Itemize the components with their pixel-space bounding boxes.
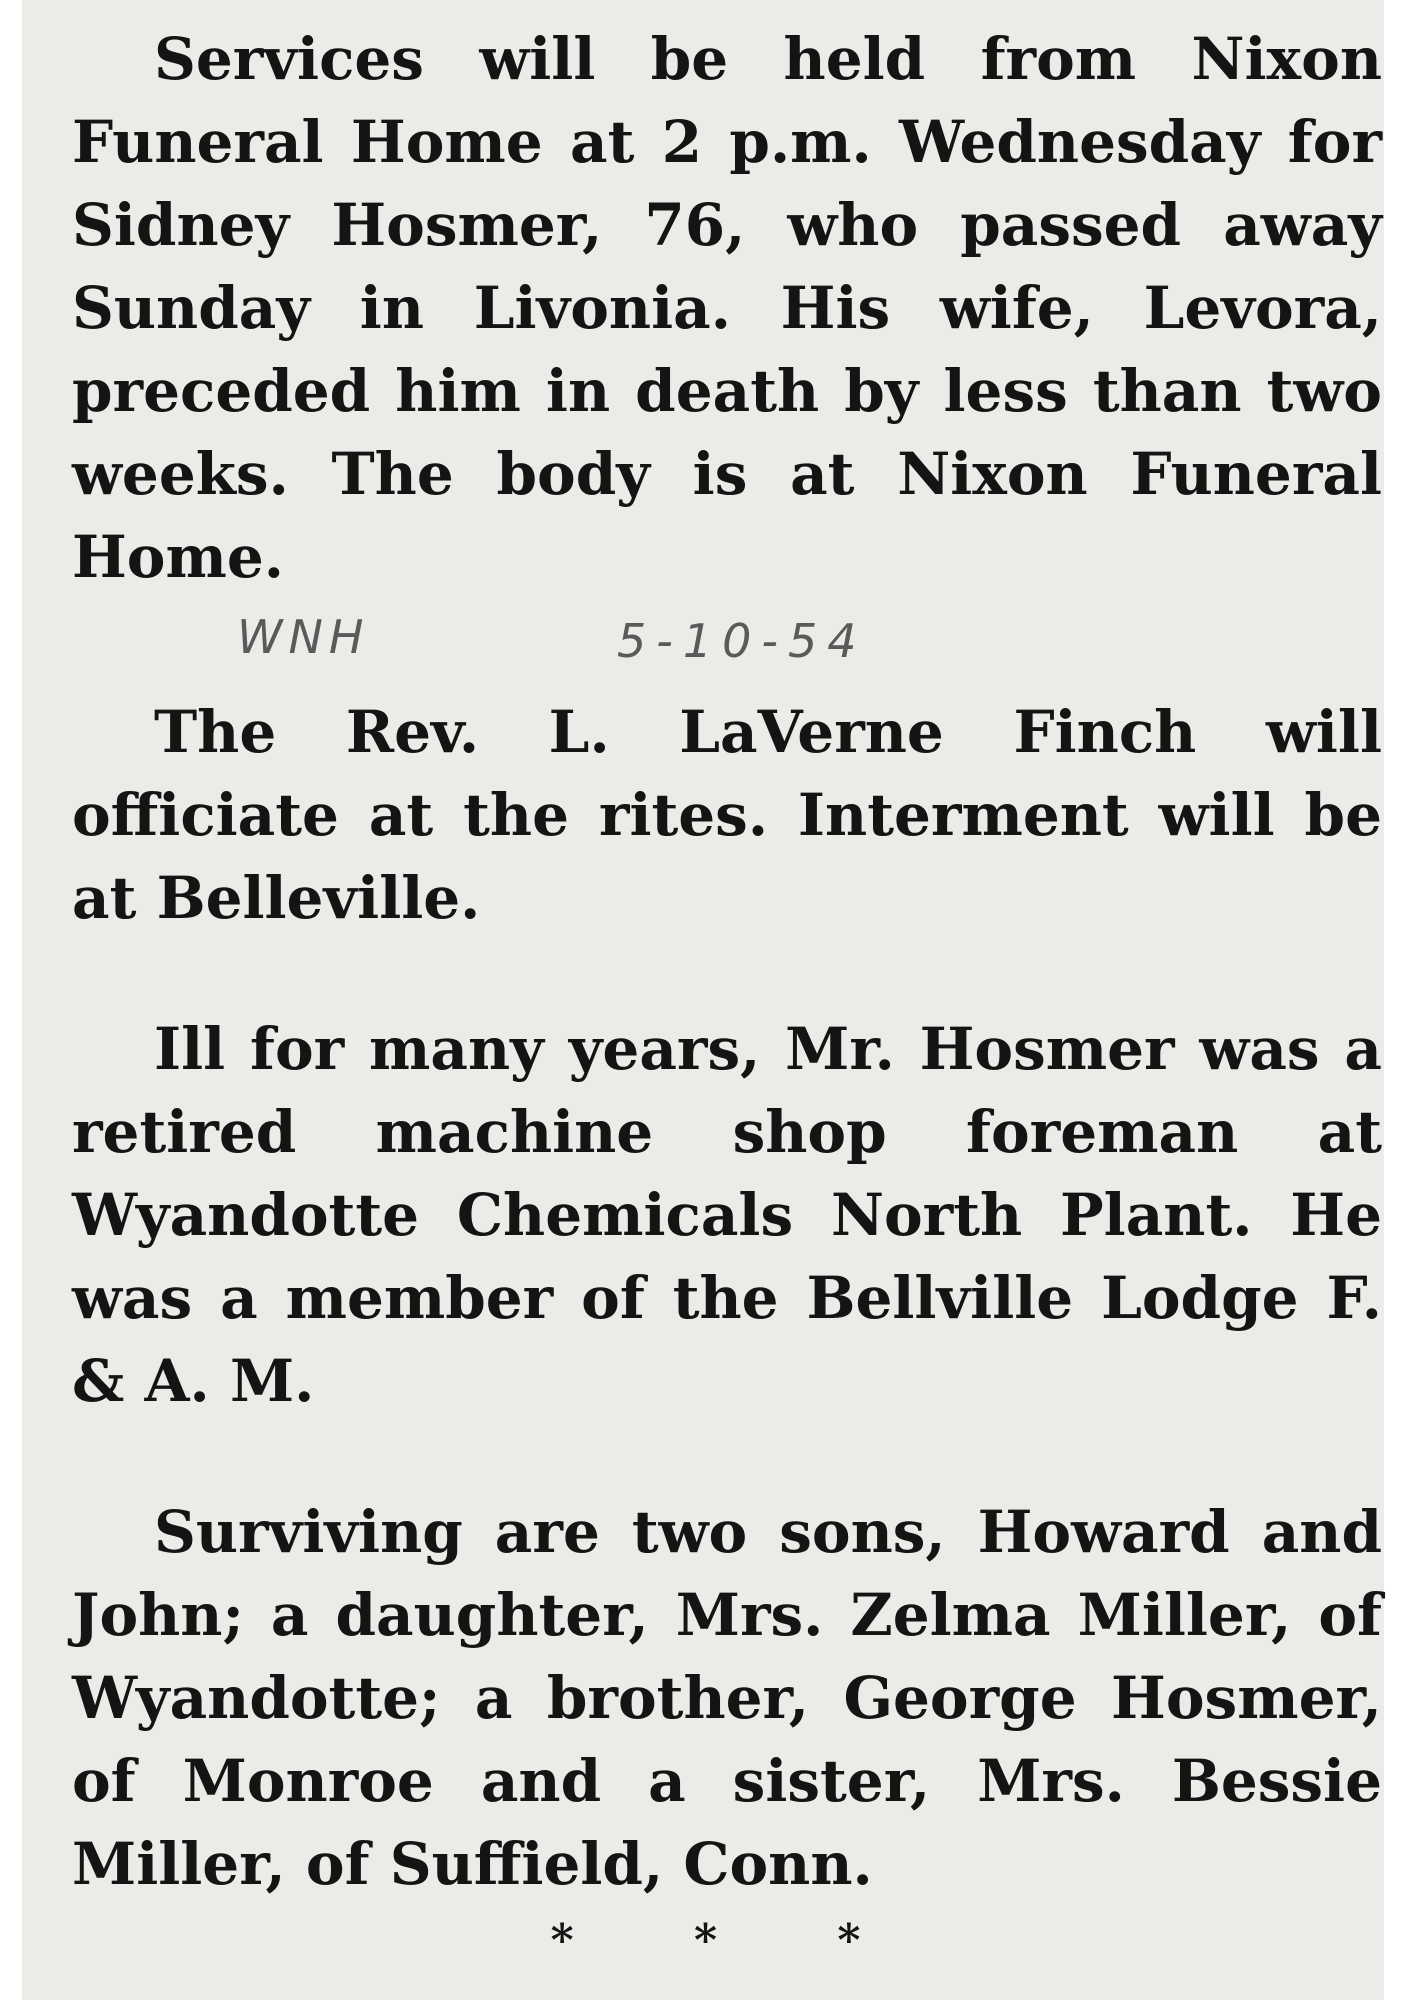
asterisk-divider: * * * [550, 1915, 861, 1966]
paragraph-officiant: The Rev. L. LaVerne Finch will officiate at the rites. Interment will be at Belleville. [72, 698, 1382, 932]
newspaper-clipping [22, 0, 1384, 2000]
paragraph-services: Services will be held from Nixon Funeral Home at 2 p.m. Wednesday for Sidney Hosmer, 76, who passed away Sunday in Livonia. His wife, Levora, preceded him in death by less than two weeks. The body is at Nixon Funeral Home. [72, 25, 1382, 591]
handwritten-date: 5-10-54 [617, 614, 867, 668]
article-column [72, 18, 1382, 1906]
handwritten-annotation [72, 599, 1382, 691]
paragraph-survivors: Surviving are two sons, Howard and John; a daughter, Mrs. Zelma Miller, of Wyandotte; a brother, George Hosmer, of Monroe and a sister, Mrs. Bessie Miller, of Suffield, Conn. [72, 1498, 1382, 1898]
paragraph-career: Ill for many years, Mr. Hosmer was a retired machine shop foreman at Wyandotte Chemicals North Plant. He was a member of the Bellville Lodge F. & A. M. [72, 1015, 1382, 1415]
handwritten-initials: WNH [237, 610, 370, 664]
